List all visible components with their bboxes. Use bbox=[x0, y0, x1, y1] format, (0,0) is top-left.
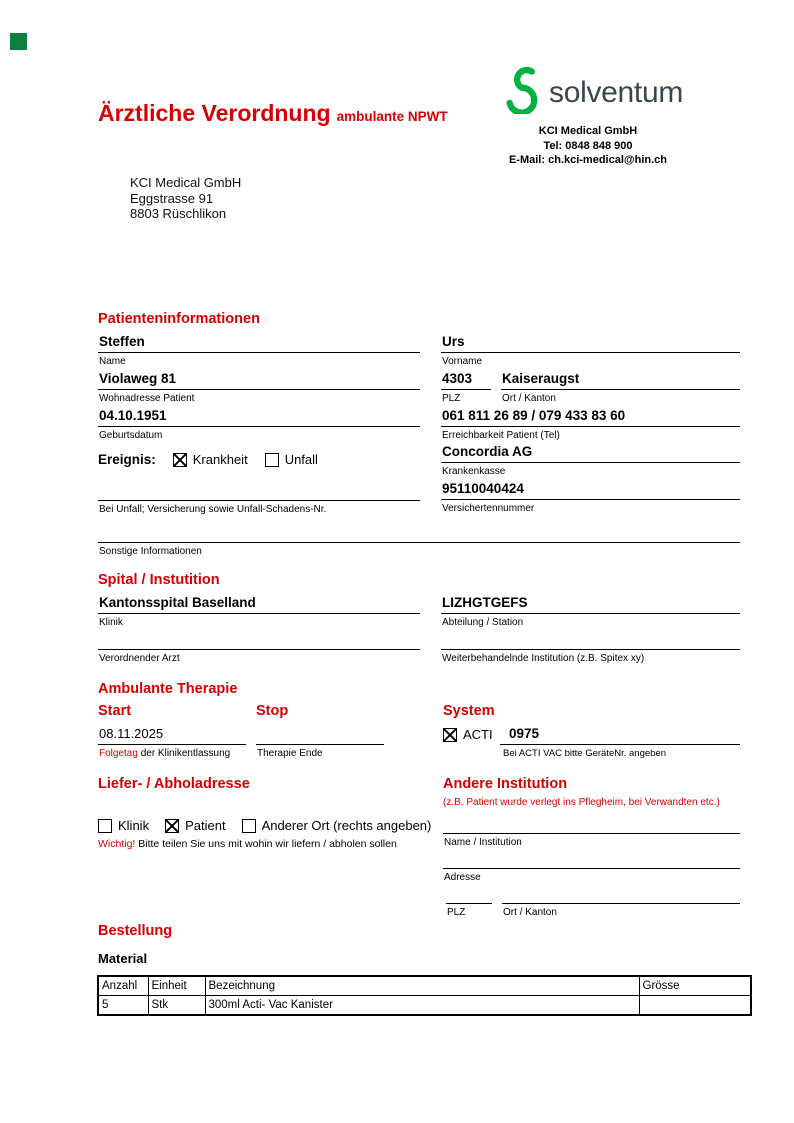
cell-groesse bbox=[639, 996, 751, 1016]
plz-label: PLZ bbox=[442, 392, 461, 404]
sender-line-street: Eggstrasse 91 bbox=[130, 190, 214, 206]
ereignis-row bbox=[98, 452, 318, 467]
ort-value[interactable]: Kaiseraugst bbox=[501, 371, 740, 390]
contact-line-email: E-Mail: ch.kci-medical@hin.ch bbox=[508, 154, 668, 166]
green-corner-mark bbox=[10, 33, 27, 50]
erreichbarkeit-value[interactable]: 061 811 26 89 / 079 433 83 60 bbox=[441, 408, 740, 427]
checkbox-unfall-label: Unfall bbox=[284, 452, 318, 467]
institution-ort-label: Ort / Kanton bbox=[503, 906, 557, 918]
logo-wordmark: solventum bbox=[549, 75, 684, 109]
material-table bbox=[97, 975, 752, 1016]
klinik-value[interactable]: Kantonsspital Baselland bbox=[98, 595, 420, 614]
system-heading: System bbox=[443, 703, 495, 719]
weiterbehandelnde-value[interactable] bbox=[441, 631, 740, 650]
therapie-ende-label: Therapie Ende bbox=[257, 747, 323, 759]
institution-plz-label: PLZ bbox=[447, 906, 466, 918]
cell-einheit: Stk bbox=[148, 996, 205, 1016]
geraete-nr-value[interactable]: 0975 bbox=[500, 726, 740, 745]
field-klinik[interactable] bbox=[98, 595, 420, 628]
institution-plz-value[interactable] bbox=[446, 885, 492, 904]
field-wohnadresse[interactable] bbox=[98, 371, 420, 404]
institution-adresse-value[interactable] bbox=[443, 850, 740, 869]
material-table-wrap bbox=[97, 975, 752, 1016]
geraete-nr-label: Bei ACTI VAC bitte GeräteNr. angeben bbox=[503, 747, 666, 759]
field-institution-adresse[interactable] bbox=[443, 850, 740, 883]
field-unfall-nr[interactable] bbox=[98, 482, 420, 515]
form-subtitle: ambulante NPWT bbox=[336, 109, 448, 124]
field-erreichbarkeit[interactable] bbox=[441, 408, 740, 441]
material-table-header-row bbox=[98, 976, 751, 996]
logo bbox=[504, 66, 683, 119]
checkbox-krankheit[interactable] bbox=[173, 453, 187, 467]
plz-value[interactable]: 4303 bbox=[441, 371, 491, 390]
field-vorname[interactable] bbox=[441, 334, 740, 367]
col-header-einheit: Einheit bbox=[148, 976, 205, 996]
wichtig-note bbox=[98, 838, 397, 850]
field-name[interactable] bbox=[98, 334, 420, 367]
unfall-nr-label: Bei Unfall; Versicherung sowie Unfall-Schadens-Nr. bbox=[99, 503, 327, 515]
material-heading: Material bbox=[98, 951, 148, 966]
abteilung-value[interactable]: LIZHGTGEFS bbox=[441, 595, 740, 614]
verordnender-arzt-label: Verordnender Arzt bbox=[99, 652, 180, 664]
field-geraete-nr[interactable] bbox=[500, 726, 740, 759]
col-header-groesse: Grösse bbox=[639, 976, 751, 996]
vorname-label: Vorname bbox=[442, 355, 483, 367]
klinik-label: Klinik bbox=[99, 616, 123, 628]
sonstige-value[interactable] bbox=[98, 524, 740, 543]
field-geburtsdatum[interactable] bbox=[98, 408, 420, 441]
institution-name-value[interactable] bbox=[443, 815, 740, 834]
krankenkasse-label: Krankenkasse bbox=[442, 465, 506, 477]
folgetag-red-label: Folgetag bbox=[99, 747, 138, 759]
verordnender-arzt-value[interactable] bbox=[98, 631, 420, 650]
solventum-logo-icon bbox=[504, 66, 542, 119]
liefer-checkbox-row bbox=[98, 818, 431, 833]
field-institution-ort[interactable] bbox=[502, 885, 740, 918]
folgetag-black-label: der Klinikentlassung bbox=[137, 747, 231, 759]
start-datum-label bbox=[98, 745, 246, 759]
wichtig-black-label: Bitte teilen Sie uns mit wohin wir liefern / abholen sollen bbox=[135, 838, 397, 850]
system-checkbox-row bbox=[443, 727, 493, 742]
field-abteilung[interactable] bbox=[441, 595, 740, 628]
stop-heading: Stop bbox=[256, 703, 289, 719]
sender-line-city: 8803 Rüschlikon bbox=[130, 206, 227, 221]
cell-bezeichnung: 300ml Acti- Vac Kanister bbox=[205, 996, 639, 1016]
wichtig-red-label: Wichtig! bbox=[98, 838, 136, 850]
field-start-datum[interactable] bbox=[98, 726, 246, 759]
col-header-bezeichnung: Bezeichnung bbox=[205, 976, 639, 996]
field-institution-plz[interactable] bbox=[446, 885, 492, 918]
checkbox-anderer-ort-label: Anderer Ort (rechts angeben) bbox=[261, 818, 432, 833]
ort-label: Ort / Kanton bbox=[502, 392, 556, 404]
field-versichertennummer[interactable] bbox=[441, 481, 740, 514]
field-verordnender-arzt[interactable] bbox=[98, 631, 420, 664]
start-datum-value[interactable]: 08.11.2025 bbox=[98, 726, 246, 745]
checkbox-klinik[interactable] bbox=[98, 819, 112, 833]
col-header-anzahl: Anzahl bbox=[98, 976, 148, 996]
checkbox-krankheit-label: Krankheit bbox=[192, 452, 248, 467]
sender-address-block bbox=[130, 175, 241, 222]
start-heading: Start bbox=[98, 703, 132, 719]
checkbox-acti-label: ACTI bbox=[463, 727, 493, 742]
name-label: Name bbox=[99, 355, 126, 367]
erreichbarkeit-label: Erreichbarkeit Patient (Tel) bbox=[442, 429, 560, 441]
versichertennummer-value[interactable]: 95110040424 bbox=[441, 481, 740, 500]
cell-anzahl: 5 bbox=[98, 996, 148, 1016]
field-institution-name[interactable] bbox=[443, 815, 740, 848]
section-heading-andere-institution: Andere Institution bbox=[443, 776, 568, 792]
krankenkasse-value[interactable]: Concordia AG bbox=[441, 444, 740, 463]
checkbox-anderer-ort[interactable] bbox=[242, 819, 256, 833]
field-weiterbehandelnde[interactable] bbox=[441, 631, 740, 664]
checkbox-patient[interactable] bbox=[165, 819, 179, 833]
andere-institution-subnote: (z.B. Patient wurde verlegt ins Pflegheim, bei Verwandten etc.) bbox=[443, 797, 720, 808]
contact-line-company: KCI Medical GmbH bbox=[538, 125, 638, 137]
name-value[interactable]: Steffen bbox=[98, 334, 420, 353]
checkbox-acti[interactable] bbox=[443, 728, 457, 742]
contact-line-tel: Tel: 0848 848 900 bbox=[543, 139, 633, 152]
abteilung-label: Abteilung / Station bbox=[442, 616, 524, 628]
field-therapie-ende[interactable] bbox=[256, 726, 384, 759]
section-heading-bestellung: Bestellung bbox=[98, 923, 173, 939]
sonstige-label: Sonstige Informationen bbox=[99, 545, 202, 557]
institution-ort-value[interactable] bbox=[502, 885, 740, 904]
geburtsdatum-label: Geburtsdatum bbox=[99, 429, 163, 441]
therapie-ende-value[interactable] bbox=[256, 726, 384, 745]
field-plz[interactable] bbox=[441, 371, 491, 404]
institution-adresse-label: Adresse bbox=[444, 871, 481, 883]
field-krankenkasse[interactable] bbox=[441, 444, 740, 477]
checkbox-klinik-label: Klinik bbox=[118, 818, 150, 833]
material-table-row bbox=[98, 996, 751, 1016]
checkbox-unfall[interactable] bbox=[265, 453, 279, 467]
weiterbehandelnde-label: Weiterbehandelnde Institution (z.B. Spitex xy) bbox=[442, 652, 645, 664]
unfall-nr-value[interactable] bbox=[98, 482, 420, 501]
section-heading-patient: Patienteninformationen bbox=[98, 311, 260, 327]
wohnadresse-value[interactable]: Violaweg 81 bbox=[98, 371, 420, 390]
company-contact-block bbox=[468, 124, 708, 168]
geburtsdatum-value[interactable]: 04.10.1951 bbox=[98, 408, 420, 427]
versichertennummer-label: Versichertennummer bbox=[442, 502, 535, 514]
section-heading-spital: Spital / Instutition bbox=[98, 572, 220, 588]
page-title bbox=[98, 100, 448, 127]
wohnadresse-label: Wohnadresse Patient bbox=[99, 392, 195, 404]
section-heading-therapie: Ambulante Therapie bbox=[98, 681, 238, 697]
sender-line-company: KCI Medical GmbH bbox=[130, 175, 242, 190]
checkbox-patient-label: Patient bbox=[185, 818, 226, 833]
vorname-value[interactable]: Urs bbox=[441, 334, 740, 353]
form-title: Ärztliche Verordnung bbox=[98, 100, 331, 126]
section-heading-liefer: Liefer- / Abholadresse bbox=[98, 776, 250, 792]
field-sonstige[interactable] bbox=[98, 524, 740, 557]
ereignis-label: Ereignis: bbox=[98, 452, 156, 467]
institution-name-label: Name / Institution bbox=[444, 836, 522, 848]
field-ort[interactable] bbox=[501, 371, 740, 404]
